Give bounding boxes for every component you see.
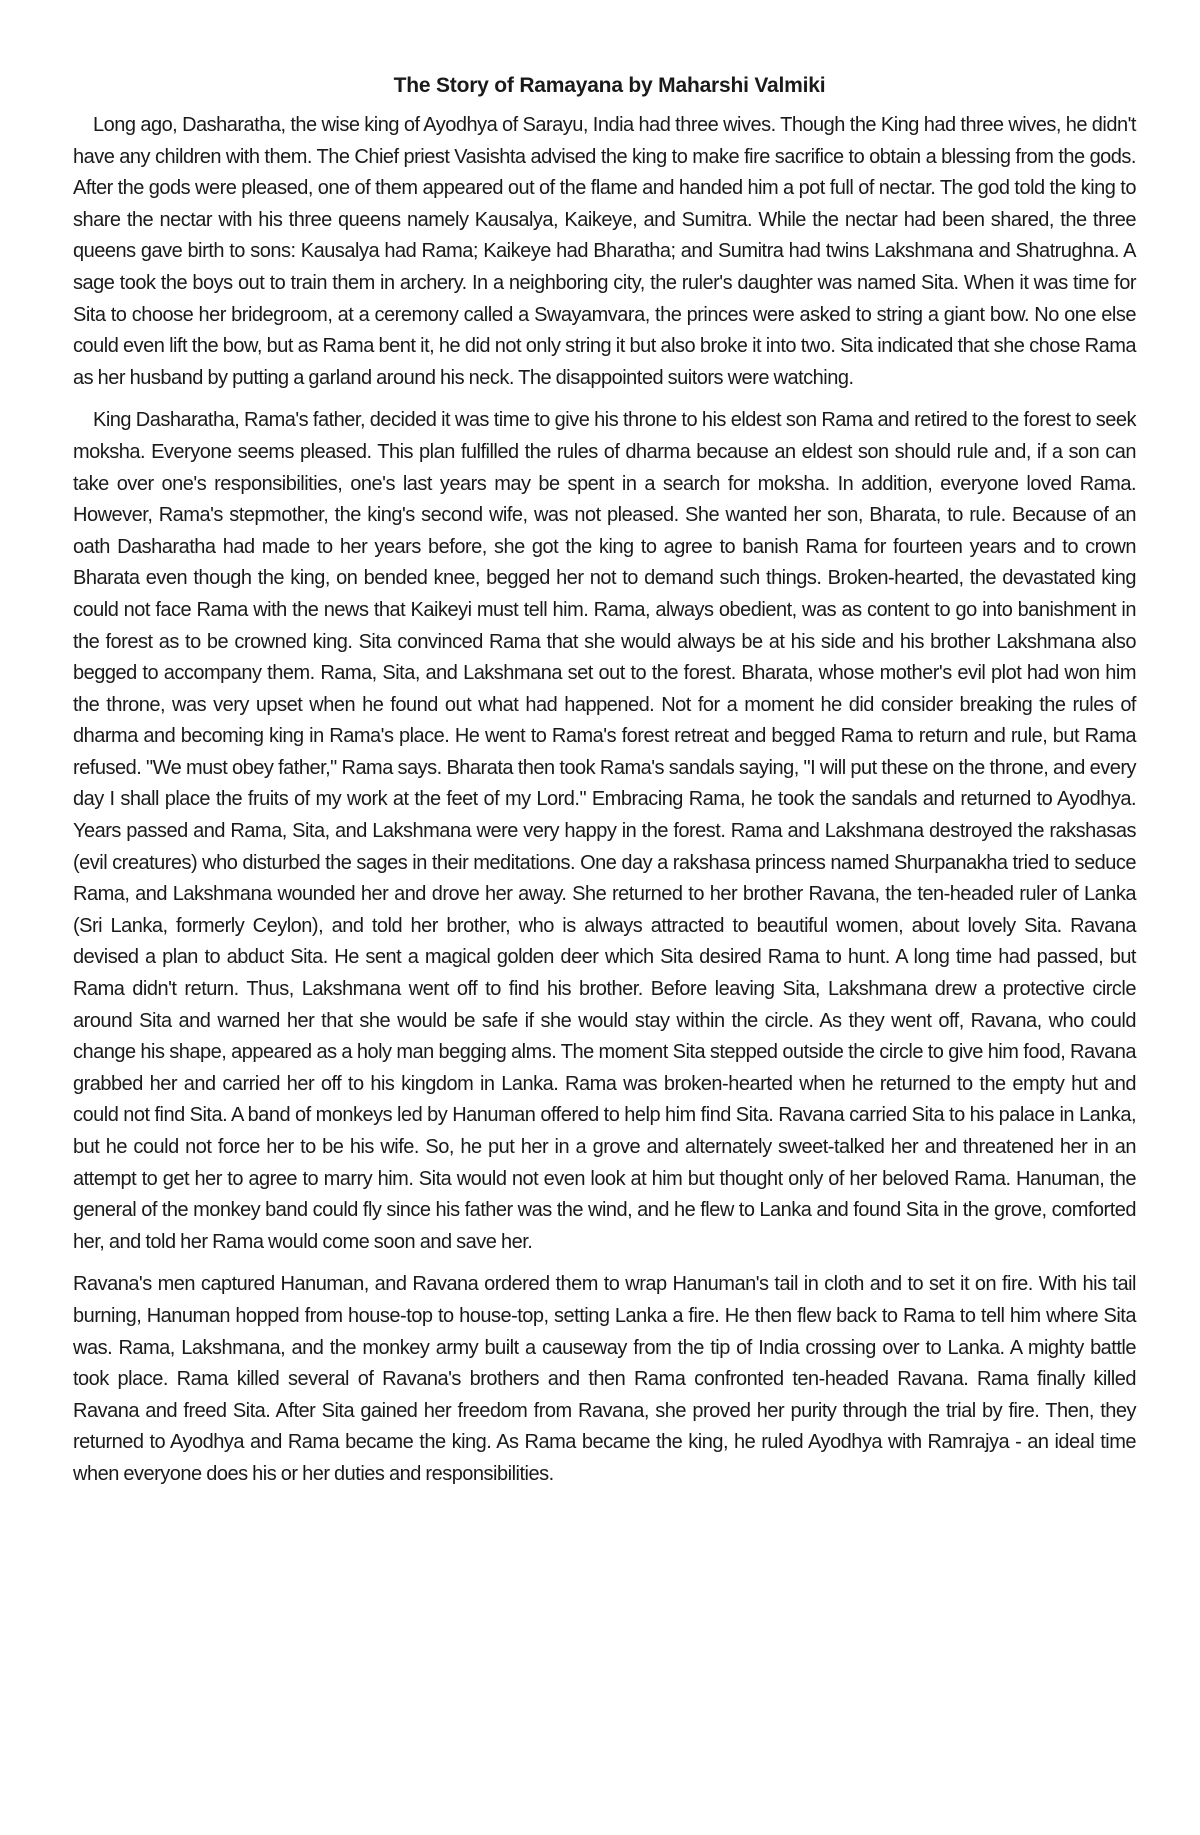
paragraph-3: Ravana's men captured Hanuman, and Ravana ordered them to wrap Hanuman's tail in cloth and to set it on fire. With his tail burning, Hanuman hopped from house-top to house-top, setting Lanka a fire. He then flew back to Rama to tell him where Sita was. Rama, Lakshmana, and the monkey army built a causeway from the tip of India crossing over to Lanka. A mighty battle took place. Rama killed several of Ravana's brothers and then Rama confronted ten-headed Ravana. Rama finally killed Ravana and freed Sita. After Sita gained her freedom from Ravana, she proved her purity through the trial by fire. Then, they returned to Ayodhya and Rama became the king. As Rama became the king, he ruled Ayodhya with Ramrajya - an ideal time when everyone does his or her duties and responsibilities. [73,1273,1136,1485]
paragraph-2: King Dasharatha, Rama's father, decided it was time to give his throne to his eldest son Rama and retired to the forest to seek moksha. Everyone seems pleased. This plan fulfilled the rules of dharma because an eldest son should rule and, if a son can take over one's responsibilities, one's last years may be spent in a search for moksha. In addition, everyone loved Rama. However, Rama's stepmother, the king's second wife, was not pleased. She wanted her son, Bharata, to rule. Because of an oath Dasharatha had made to her years before, she got the king to agree to banish Rama for fourteen years and to crown Bharata even though the king, on bended knee, begged her not to demand such things. Broken-hearted, the devastated king could not face Rama with the news that Kaikeyi must tell him. Rama, always obedient, was as content to go into banishment in the forest as to be crowned king. Sita convinced Rama that she would always be at his side and his brother Lakshmana also begged to accompany them. Rama, Sita, and Lakshmana set out to the forest. Bharata, whose mother's evil plot had won him the throne, was very upset when he found out what had happened. Not for a moment he did consider breaking the rules of dharma and becoming king in Rama's place. He went to Rama's forest retreat and begged Rama to return and rule, but Rama refused. "We must obey father," Rama says. Bharata then took Rama's sandals saying, "I will put these on the throne, and every day I shall place the fruits of my work at the feet of my Lord." Embracing Rama, he took the sandals and returned to Ayodhya. Years passed and Rama, Sita, and Lakshmana were very happy in the forest. Rama and Lakshmana destroyed the rakshasas (evil creatures) who disturbed the sages in their meditations. One day a rakshasa princess named Shurpanakha tried to seduce Rama, and Lakshmana wounded her and drove her away. She returned to her brother Ravana, the ten-headed ruler of Lanka (Sri Lanka, formerly Ceylon), and told her brother, who is always attracted to beautiful women, about lovely Sita. Ravana devised a plan to abduct Sita. He sent a magical golden deer which Sita desired Rama to hunt. A long time had passed, but Rama didn't return. Thus, Lakshmana went off to find his brother. Before leaving Sita, Lakshmana drew a protective circle around Sita and warned her that she would be safe if she would stay within the circle. As they went off, Ravana, who could change his shape, appeared as a holy man begging alms. The moment Sita stepped outside the circle to give him food, Ravana grabbed her and carried her off to his kingdom in Lanka. Rama was broken-hearted when he returned to the empty hut and could not find Sita. A band of monkeys led by Hanuman offered to help him find Sita. Ravana carried Sita to his palace in Lanka, but he could not force her to be his wife. So, he put her in a grove and alternately sweet-talked her and threatened her in an attempt to get her to agree to marry him. Sita would not even look at him but thought only of her beloved Rama. Hanuman, the general of the monkey band could fly since his father was the wind, and he flew to Lanka and found Sita in the grove, comforted her, and told her Rama would come soon and save her. [73,409,1136,1253]
document-title: The Story of Ramayana by Maharshi Valmiki [393,74,826,97]
paragraph-1: Long ago, Dasharatha, the wise king of Ayodhya of Sarayu, India had three wives. Though the King had three wives, he didn't have any children with them. The Chief priest Vasishta advised the king to make fire sacrifice to obtain a blessing from the gods. After the gods were pleased, one of them appeared out of the flame and handed him a pot full of nectar. The god told the king to share the nectar with his three queens namely Kausalya, Kaikeye, and Sumitra. While the nectar had been shared, the three queens gave birth to sons: Kausalya had Rama; Kaikeye had Bharatha; and Sumitra had twins Lakshmana and Shatrughna. A sage took the boys out to train them in archery. In a neighboring city, the ruler's daughter was named Sita. When it was time for Sita to choose her bridegroom, at a ceremony called a Swayamvara, the princes were asked to string a giant bow. No one else could even lift the bow, but as Rama bent it, he did not only string it but also broke it into two. Sita indicated that she chose Rama as her husband by putting a garland around his neck. The disappointed suitors were watching. [73,114,1136,389]
